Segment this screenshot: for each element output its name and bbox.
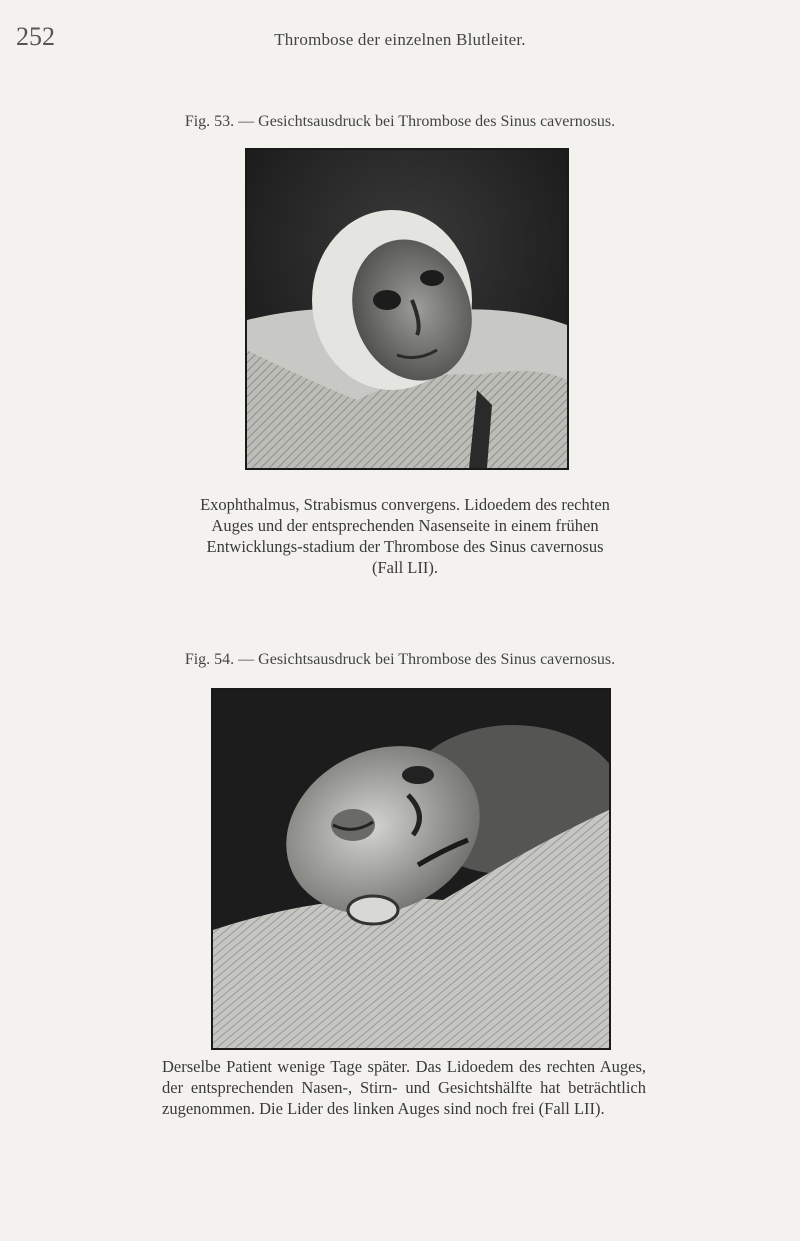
figure-54-title: Fig. 54. — Gesichtsausdruck bei Thrombose des Sinus cavernosus. — [184, 651, 616, 668]
figure-53-caption: Exophthalmus, Strabismus convergens. Lidoedem des rechten Auges und der entsprechenden Nasenseite in einem frühen Entwicklungs-stadium der Thrombose des Sinus cavernosus (Fall LII). — [200, 495, 610, 577]
page-number: 252 — [16, 22, 55, 51]
running-head: Thrombose der einzelnen Blutleiter. — [274, 30, 526, 49]
figure-54-photo — [211, 688, 611, 1050]
figure-53-title: Fig. 53. — Gesichtsausdruck bei Thrombose des Sinus cavernosus. — [184, 113, 616, 130]
figure-53-photo — [245, 148, 569, 470]
figure-54-caption: Derselbe Patient wenige Tage später. Das Lidoedem des rechten Auges, der entsprechenden Nasen-, Stirn- und Gesichtshälfte hat beträchtlich zugenommen. Die Lider des linken Auges sind noch frei (Fall LII). — [162, 1057, 646, 1118]
